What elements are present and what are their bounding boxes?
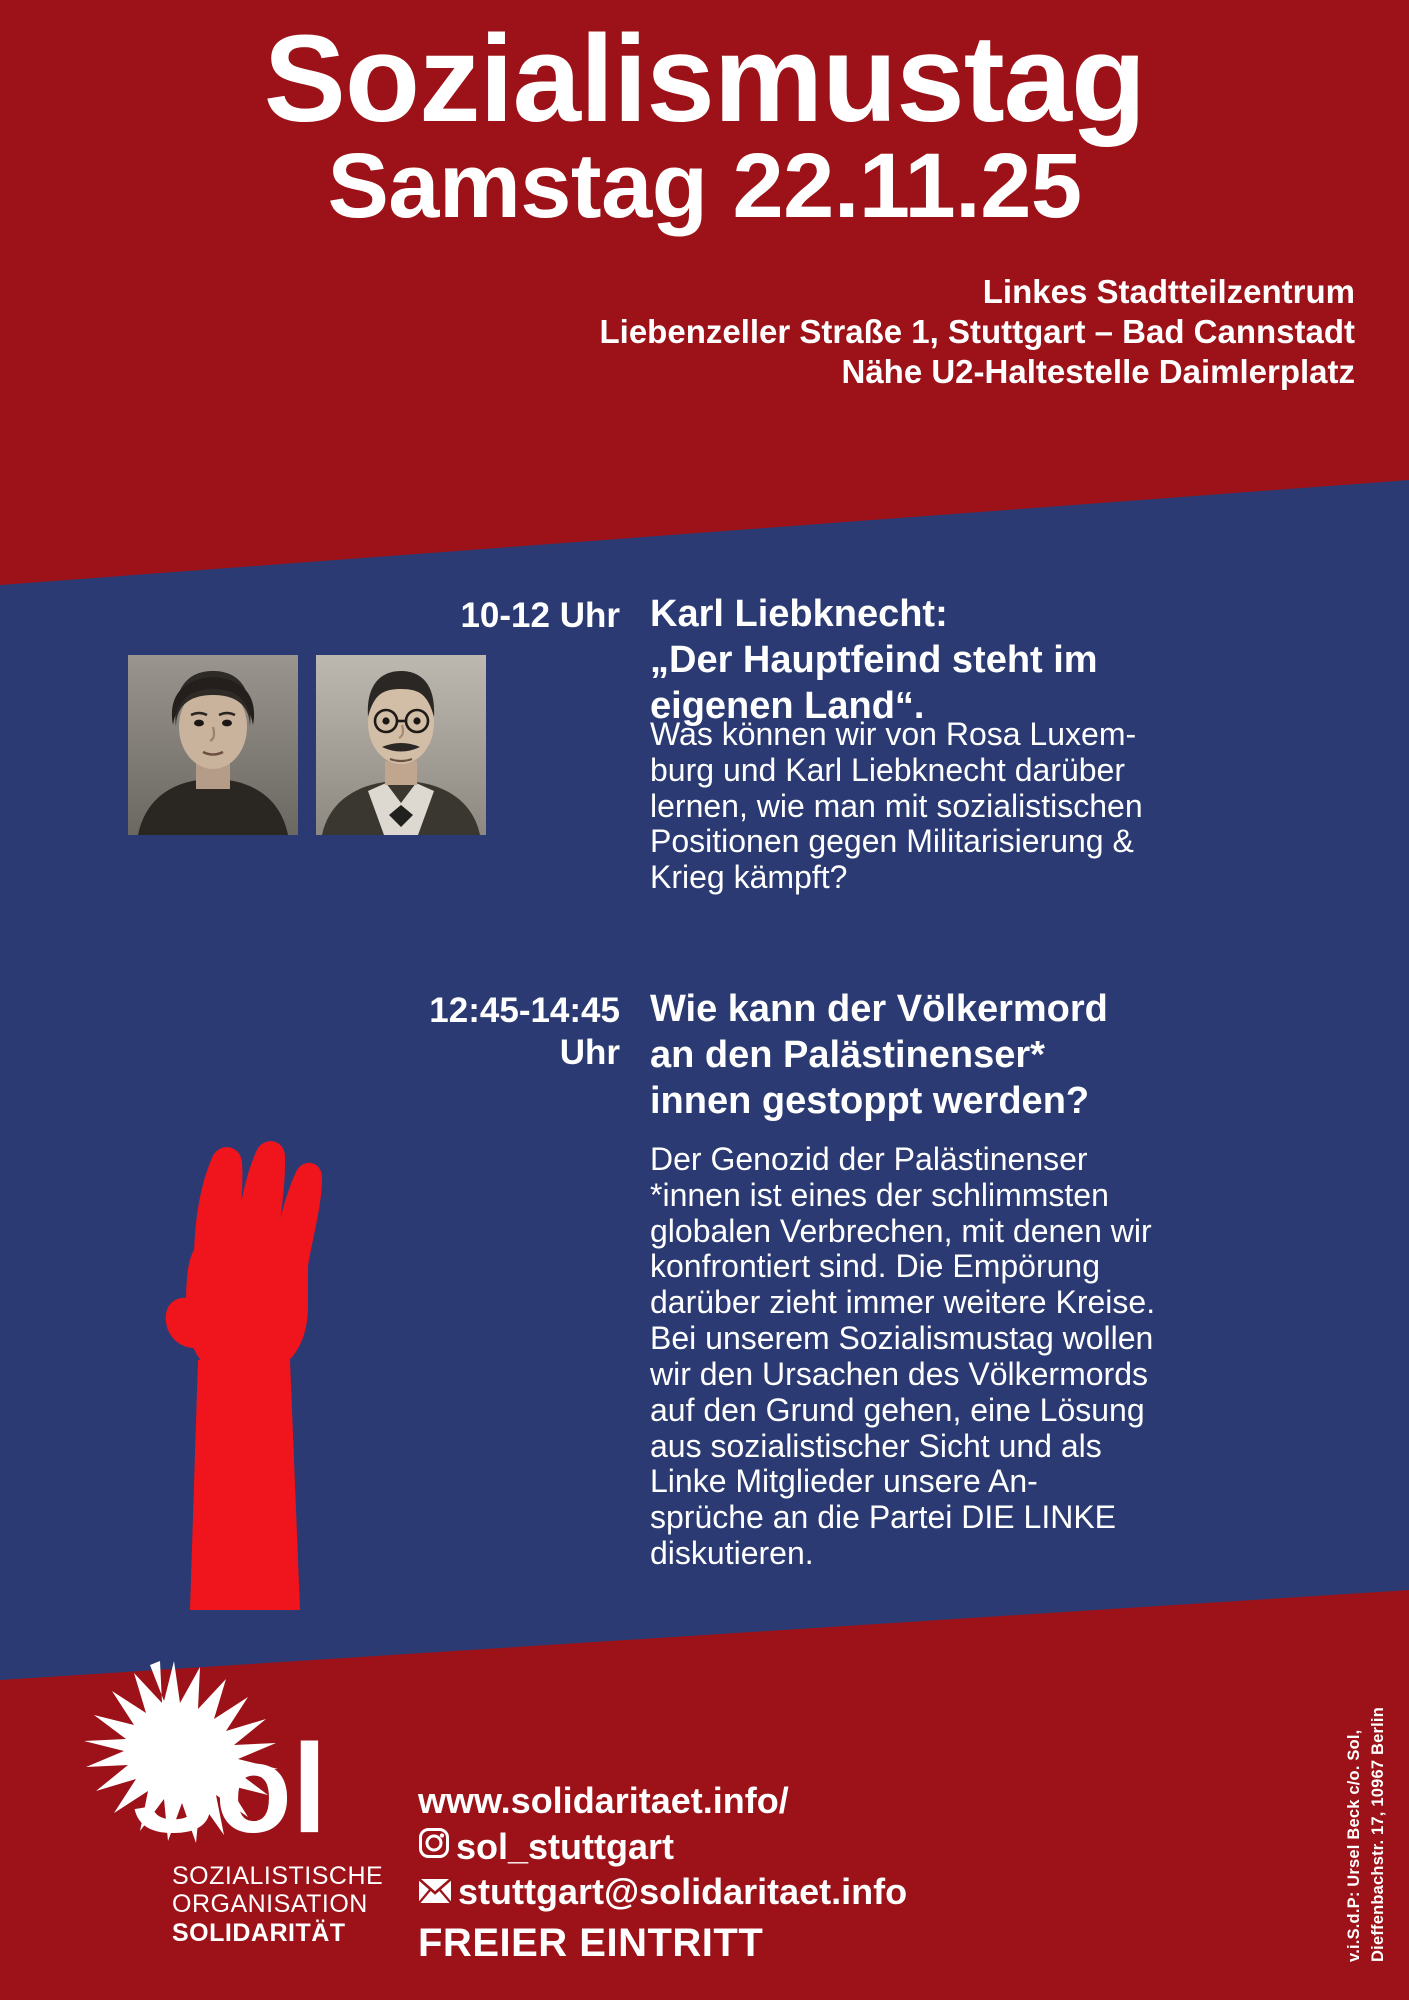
- imprint-line-2: Dieffenbachstr. 17, 10967 Berlin: [1369, 1707, 1388, 1962]
- program-slot-1-headline: [650, 592, 1365, 730]
- venue-line-3: Nähe U2-Haltestelle Daimlerplatz: [841, 353, 1355, 391]
- email-line[interactable]: [418, 1869, 907, 1915]
- description-line-5: darüber zieht immer weitere Kreise.: [650, 1284, 1156, 1321]
- venue-line-2: Liebenzeller Straße 1, Stuttgart – Bad Cannstadt: [599, 312, 1355, 350]
- headline-line-3: innen gestoppt werden?: [650, 1079, 1090, 1122]
- description-line-3: lernen, wie man mit sozialistischen: [650, 787, 1143, 824]
- description-line-4: konfrontiert sind. Die Empörung: [650, 1248, 1100, 1285]
- description-line-6: Bei unserem Sozialismustag wollen: [650, 1320, 1154, 1357]
- rosa-luxemburg-portrait: [128, 655, 298, 835]
- description-line-4: Positionen gegen Militarisierung &: [650, 823, 1134, 860]
- website-text: www.solidaritaet.info/: [418, 1780, 789, 1821]
- program-slot-2-description: [650, 1142, 1365, 1572]
- time-line-1: 12:45-14:45: [429, 991, 620, 1030]
- logo-subtitle-line-2: ORGANISATION: [172, 1890, 368, 1919]
- description-line-10: Linke Mitglieder unsere An-: [650, 1463, 1038, 1500]
- description-line-7: wir den Ursachen des Völkermords: [650, 1355, 1148, 1392]
- sol-logo-subtitle: [172, 1862, 383, 1947]
- instagram-line[interactable]: [418, 1824, 907, 1870]
- headline-line-2: „Der Hauptfeind steht im: [650, 638, 1098, 681]
- instagram-handle: sol_stuttgart: [456, 1825, 675, 1867]
- description-line-9: aus sozialistischer Sicht und als: [650, 1427, 1102, 1464]
- headline-line-3: eigenen Land“.: [650, 684, 925, 727]
- description-line-1: Der Genozid der Palästinenser: [650, 1141, 1088, 1177]
- description-line-2: *innen ist eines der schlimmsten: [650, 1176, 1109, 1213]
- website-line[interactable]: [418, 1778, 907, 1824]
- program-slot-2-time: [280, 990, 620, 1074]
- logo-subtitle-line-3: SOLIDARITÄT: [172, 1918, 346, 1947]
- logo-subtitle-line-1: SOZIALISTISCHE: [172, 1862, 384, 1890]
- headline-line-2: an den Palästinenser*: [650, 1033, 1045, 1076]
- headline-line-1: Wie kann der Völkermord: [650, 988, 1108, 1030]
- raised-fist-illustration: [150, 1110, 340, 1610]
- description-line-3: globalen Verbrechen, mit denen wir: [650, 1212, 1152, 1249]
- description-line-8: auf den Grund gehen, eine Lösung: [650, 1391, 1145, 1428]
- poster-header: [0, 0, 1409, 392]
- description-line-12: diskutieren.: [650, 1535, 814, 1572]
- time-line-2: Uhr: [559, 1033, 620, 1072]
- program-slot-1-time: 10-12 Uhr: [460, 596, 620, 635]
- description-line-5: Krieg kämpft?: [650, 859, 848, 896]
- page-subtitle-date: Samstag 22.11.25: [327, 134, 1082, 237]
- instagram-icon: [418, 1824, 450, 1870]
- free-entry-label: FREIER EINTRITT: [418, 1921, 764, 1966]
- portrait-group: [128, 655, 486, 835]
- program-slot-2-headline: [650, 987, 1365, 1125]
- description-line-11: sprüche an die Partei DIE LINKE: [650, 1499, 1117, 1536]
- email-address: stuttgart@solidaritaet.info: [458, 1871, 908, 1913]
- program-slot-1-description: [650, 717, 1365, 896]
- headline-line-1: Karl Liebknecht:: [650, 593, 948, 635]
- contact-block: [418, 1778, 907, 1966]
- sol-wordmark-text: Sol: [131, 1718, 328, 1859]
- description-line-1: Was können wir von Rosa Luxem-: [650, 716, 1137, 752]
- mail-icon: [418, 1869, 452, 1915]
- imprint-block: [1343, 1707, 1391, 1962]
- venue-block: [48, 272, 1361, 393]
- description-line-2: burg und Karl Liebknecht darüber: [650, 751, 1125, 788]
- venue-line-1: Linkes Stadtteilzentrum: [982, 272, 1355, 310]
- karl-liebknecht-portrait: [316, 655, 486, 835]
- imprint-line-1: v.i.S.d.P: Ursel Beck c/o. Sol,: [1345, 1729, 1364, 1962]
- page-title: Sozialismustag: [263, 11, 1146, 148]
